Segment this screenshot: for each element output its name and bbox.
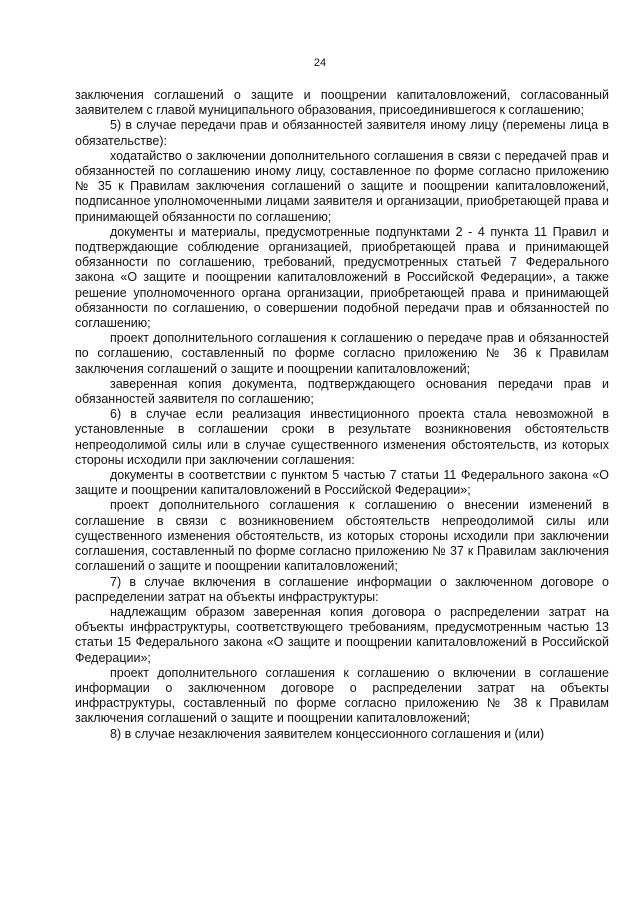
document-body <box>75 88 609 742</box>
paragraph: заключения соглашений о защите и поощрении капиталовложений, согласованный заявителем с главой муниципального образования, присоединившегося к соглашению; <box>75 88 609 118</box>
paragraph: проект дополнительного соглашения к соглашению о внесении изменений в соглашение в связи с возникновением обстоятельств непреодолимой силы или существенного изменения обстоятельств, из которых стороны исходили при заключении соглашения, составленный по форме согласно приложению № 37 к Правилам заключения соглашений о защите и поощрении капиталовложений; <box>75 498 609 574</box>
paragraph: 5) в случае передачи прав и обязанностей заявителя иному лицу (перемены лица в обязательстве): <box>75 118 609 148</box>
paragraph: документы в соответствии с пунктом 5 частью 7 статьи 11 Федерального закона «О защите и поощрении капиталовложений в Российской Федерации»; <box>75 468 609 498</box>
paragraph: 8) в случае незаключения заявителем концессионного соглашения и (или) <box>110 726 545 741</box>
paragraph: заверенная копия документа, подтверждающего основания передачи прав и обязанностей заявителя по соглашению; <box>75 376 609 407</box>
paragraph: проект дополнительного соглашения к соглашению о передаче прав и обязанностей по соглашению, составленный по форме согласно приложению № 36 к Правилам заключения соглашений о защите и поощрении капиталовложений; <box>75 331 609 376</box>
paragraph: 7) в случае включения в соглашение информации о заключенном договоре о распределении затрат на объекты инфраструктуры: <box>75 574 609 604</box>
paragraph: проект дополнительного соглашения к соглашению о включении в соглашение информации о заключенном договоре о распределении затрат на объекты инфраструктуры, составленный по форме согласно приложению № 38 к Правилам заключения соглашений о защите и поощрении капиталовложений; <box>75 665 609 726</box>
paragraph: надлежащим образом заверенная копия договора о распределении затрат на объекты инфраструктуры, соответствующего требованиям, предусмотренным частью 13 статьи 15 Федерального закона «О защите и поощрении капиталовложений в Российской Федерации»; <box>75 604 609 665</box>
paragraph: документы и материалы, предусмотренные подпунктами 2 - 4 пункта 11 Правил и подтверждающие соблюдение организацией, приобретающей права и принимающей обязанности по соглашению, требований, предусмотренных статьей 7 Федерального закона «О защите и поощрении капиталовложений в Российской Федерации», а также решение уполномоченного органа организации, приобретающей права и принимающей обязанности по соглашению, о совершении подобной передачи прав и обязанностей по соглашению; <box>75 224 609 331</box>
page-number: 24 <box>313 57 327 69</box>
paragraph: 6) в случае если реализация инвестиционного проекта стала невозможной в установленные в соглашении сроки в результате возникновения обстоятельств непреодолимой силы или в случае существенного изменения обстоятельств, из которых стороны исходили при заключении соглашения: <box>75 407 609 467</box>
paragraph: ходатайство о заключении дополнительного соглашения в связи с передачей прав и обязанностей по соглашению иному лицу, составленное по форме согласно приложению № 35 к Правилам заключения соглашений о защите и поощрении капиталовложений, подписанное уполномоченными лицами заявителя и организации, приобретающей права и принимающей обязанности по соглашению; <box>75 148 609 224</box>
